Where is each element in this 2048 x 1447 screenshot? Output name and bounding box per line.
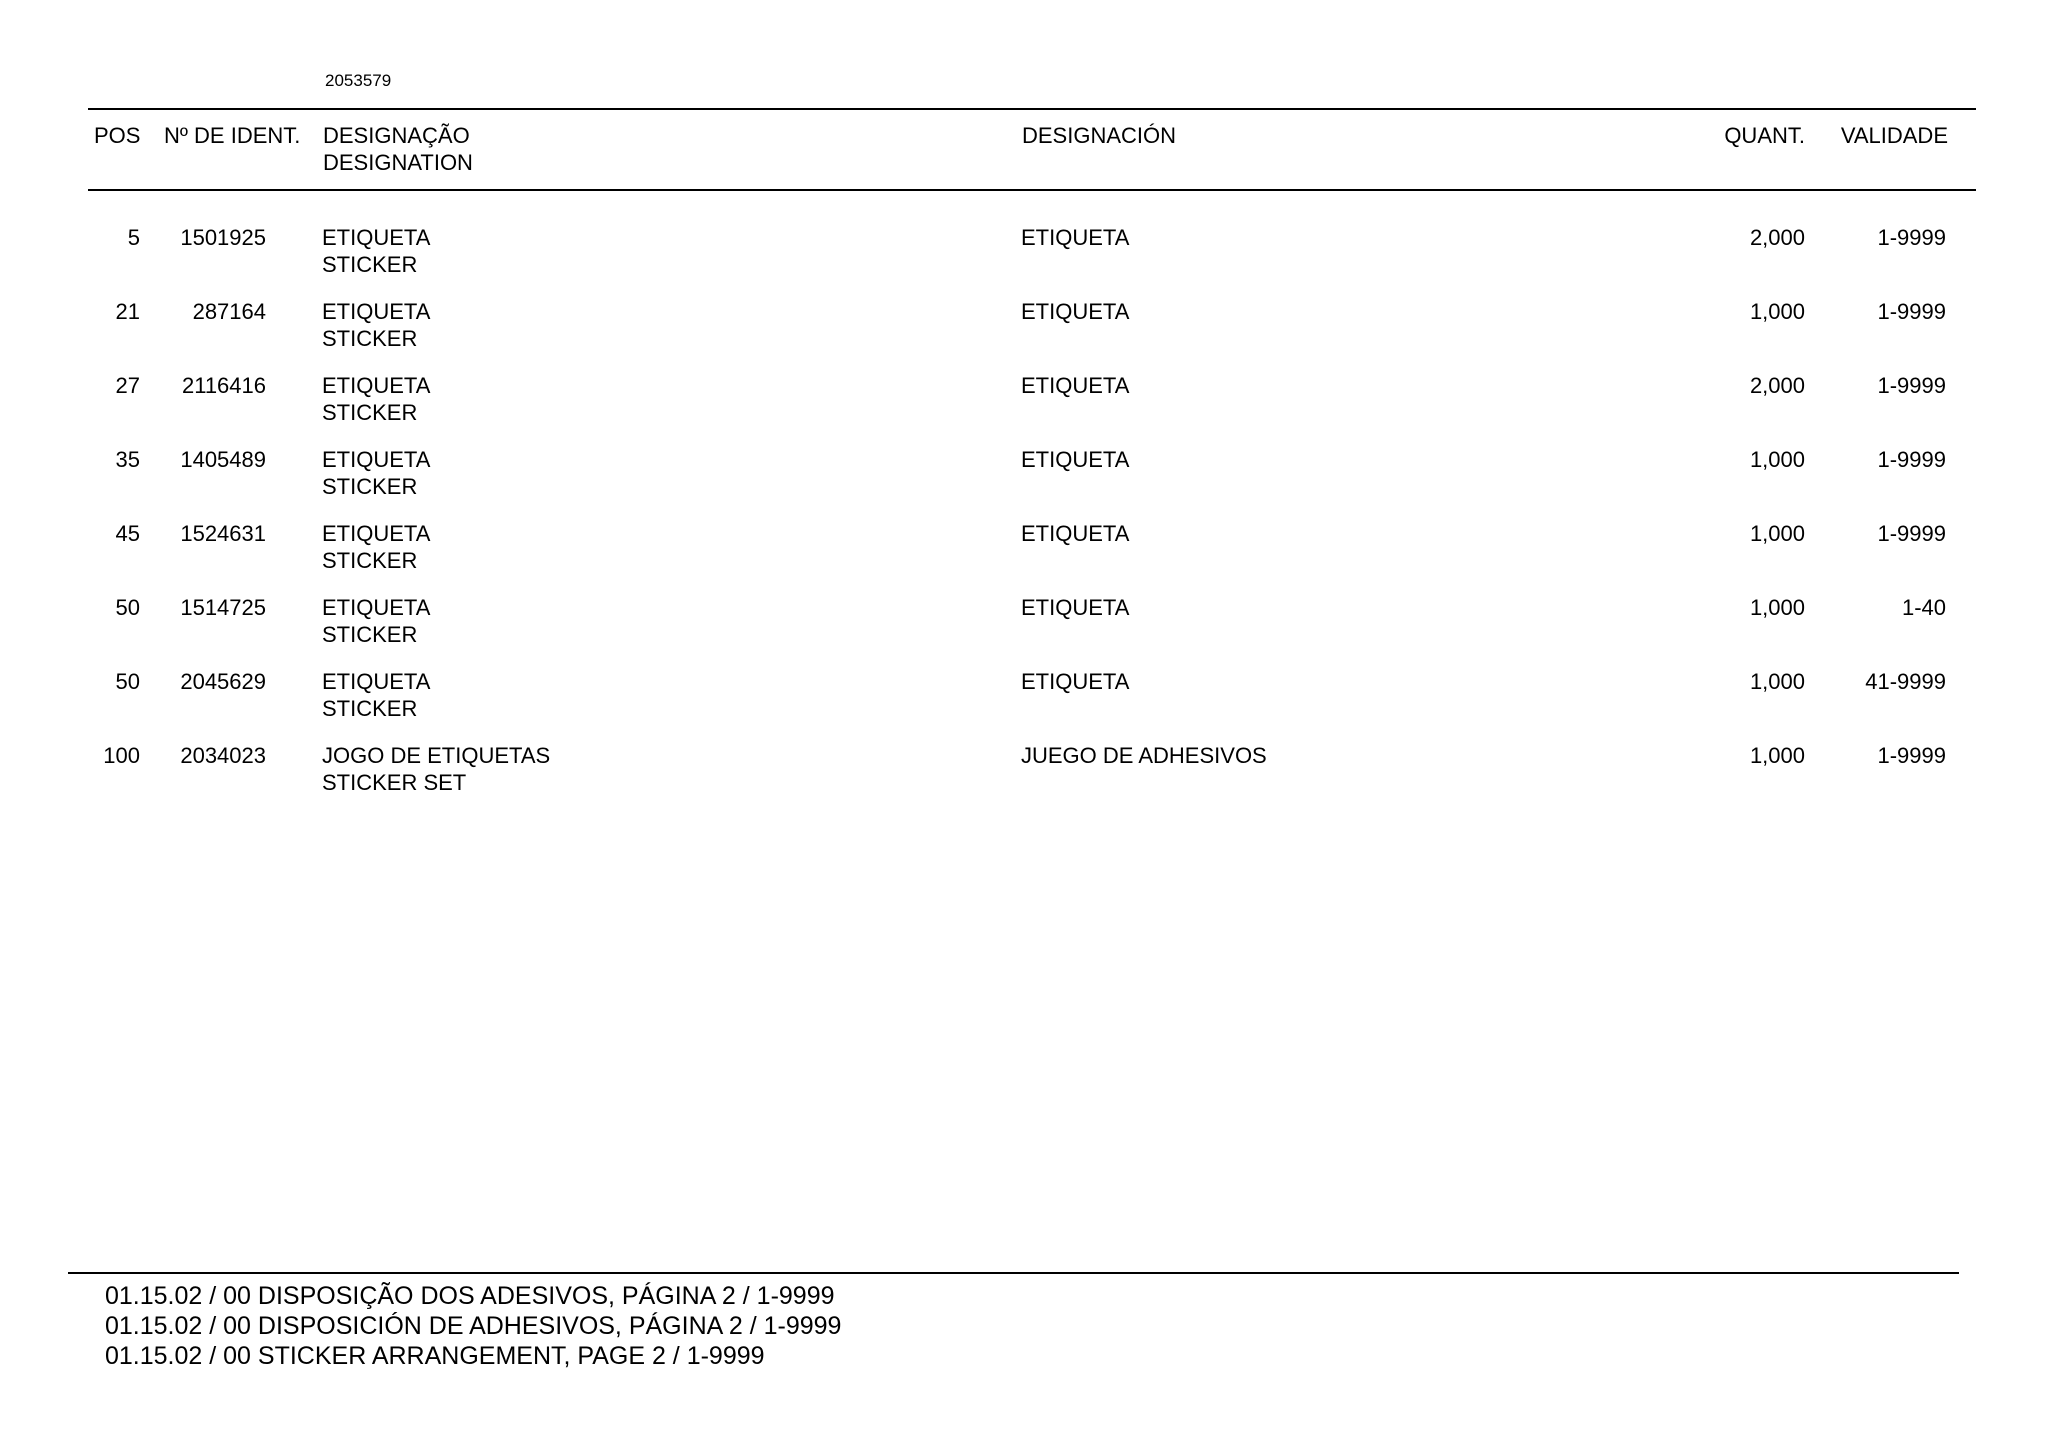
header-designation-es: DESIGNACIÓN [1022,123,1177,148]
row-designation-en: STICKER [322,696,418,721]
row-designation-es: ETIQUETA [1021,447,1130,472]
row-designation-pt: ETIQUETA [322,521,431,546]
footer-line-es: 01.15.02 / 00 DISPOSICIÓN DE ADHESIVOS, PÁGINA 2 / 1-9999 [105,1312,842,1340]
row-validity: 1-40 [1901,595,1946,620]
table-row [0,668,2048,742]
row-designation-es: ETIQUETA [1021,521,1130,546]
row-designation-pt: ETIQUETA [322,373,431,398]
row-designation-pt: ETIQUETA [322,299,431,324]
header-pos: POS [94,123,141,148]
row-designation [322,224,430,278]
header-designation [323,122,473,176]
table-row [0,594,2048,668]
row-designation-en: STICKER [322,622,418,647]
row-designation-en: STICKER [322,326,418,351]
row-pos: 21 [115,299,140,324]
row-designation-pt: ETIQUETA [322,669,431,694]
row-quantity: 1,000 [1749,447,1805,472]
footer-line-pt: 01.15.02 / 00 DISPOSIÇÃO DOS ADESIVOS, PÁGINA 2 / 1-9999 [105,1282,835,1310]
header-designation-pt: DESIGNAÇÃO [323,123,470,148]
row-designation-es: ETIQUETA [1021,225,1130,250]
document-number: 2053579 [325,71,392,90]
row-designation-en: STICKER [322,474,418,499]
row-validity: 1-9999 [1877,225,1946,250]
row-validity: 1-9999 [1877,521,1946,546]
row-designation-pt: ETIQUETA [322,225,431,250]
row-designation [322,372,430,426]
row-ident: 2045629 [180,669,266,694]
row-validity: 1-9999 [1877,299,1946,324]
row-designation-en: STICKER [322,400,418,425]
row-validity: 1-9999 [1877,447,1946,472]
table-row [0,372,2048,446]
header-validity: VALIDADE [1840,123,1948,148]
row-designation [322,594,430,648]
row-designation-es: ETIQUETA [1021,595,1130,620]
row-quantity: 1,000 [1749,595,1805,620]
row-pos: 50 [115,669,140,694]
row-validity: 1-9999 [1877,743,1946,768]
table-row [0,224,2048,298]
row-pos: 100 [103,743,140,768]
row-ident: 1405489 [180,447,266,472]
row-designation [322,298,430,352]
row-ident: 1524631 [180,521,266,546]
row-designation [322,742,550,796]
row-ident: 1501925 [180,225,266,250]
row-ident: 1514725 [180,595,266,620]
row-designation-pt: ETIQUETA [322,595,431,620]
row-validity: 41-9999 [1865,669,1946,694]
row-validity: 1-9999 [1877,373,1946,398]
row-quantity: 1,000 [1749,299,1805,324]
row-designation [322,520,430,574]
row-designation-en: STICKER [322,252,418,277]
row-ident: 2034023 [180,743,266,768]
row-pos: 5 [127,225,140,250]
row-designation-es: ETIQUETA [1021,373,1130,398]
header-bottom-rule [88,189,1976,191]
header-designation-en: DESIGNATION [323,150,473,175]
header-ident: Nº DE IDENT. [164,123,301,148]
row-pos: 45 [115,521,140,546]
table-row [0,520,2048,594]
table-row [0,298,2048,372]
row-ident: 2116416 [181,373,266,398]
footer-line-en: 01.15.02 / 00 STICKER ARRANGEMENT, PAGE 2 / 1-9999 [105,1342,765,1370]
table-row [0,742,2048,816]
row-designation-pt: JOGO DE ETIQUETAS [322,743,551,768]
row-quantity: 1,000 [1749,669,1805,694]
row-designation [322,446,430,500]
row-quantity: 1,000 [1749,743,1805,768]
row-designation [322,668,430,722]
row-quantity: 2,000 [1749,373,1805,398]
row-pos: 35 [115,447,140,472]
footer-rule [68,1272,1959,1274]
row-ident: 287164 [192,299,266,324]
row-designation-en: STICKER SET [322,770,467,795]
table-row [0,446,2048,520]
row-quantity: 2,000 [1749,225,1805,250]
header-top-rule [88,108,1976,110]
row-designation-pt: ETIQUETA [322,447,431,472]
header-quantity: QUANT. [1724,123,1805,148]
footer-reference [105,1281,841,1371]
row-designation-en: STICKER [322,548,418,573]
row-pos: 50 [115,595,140,620]
row-designation-es: JUEGO DE ADHESIVOS [1021,743,1267,768]
row-designation-es: ETIQUETA [1021,299,1130,324]
row-pos: 27 [115,373,140,398]
row-quantity: 1,000 [1749,521,1805,546]
row-designation-es: ETIQUETA [1021,669,1130,694]
